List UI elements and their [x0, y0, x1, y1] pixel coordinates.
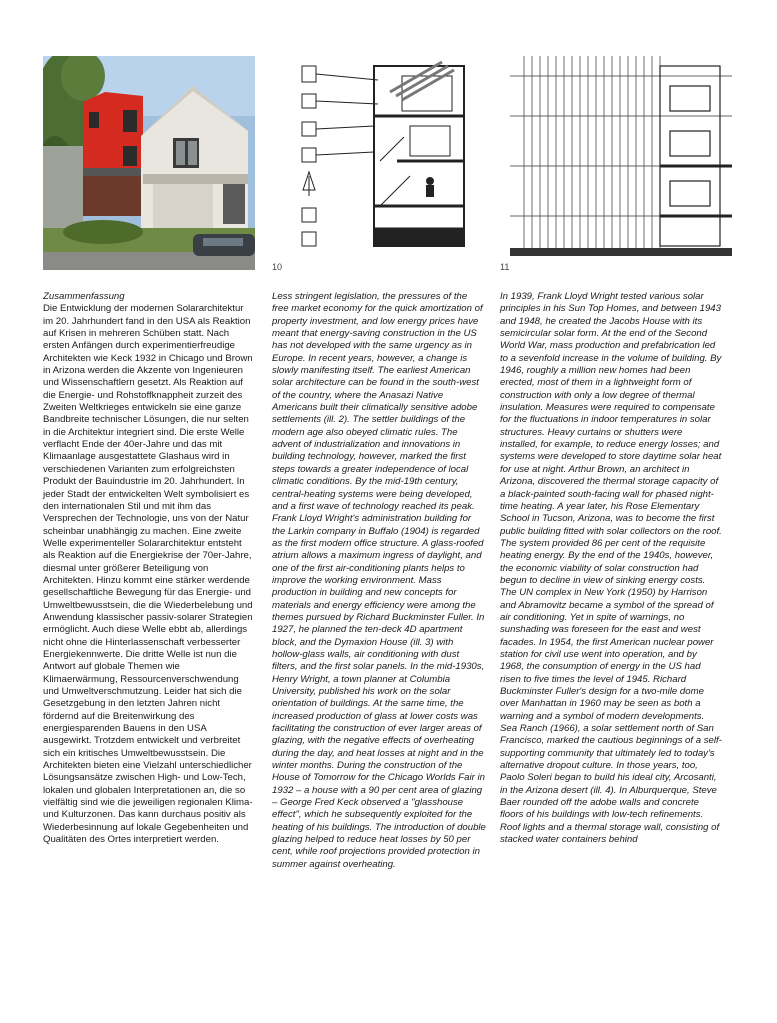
column-2-body: Less stringent legislation, the pressures of the free market economy for the quick amortization of property investment, and low energy prices have meant that energy-saving construction in the US has not developed with the same urgency as in Europe. In recent years, however, a change is slowly manifesting itself. The earliest American solar architecture can be found in the south-west of the country, where the Anasazi Native Americans built their climatically sensitive adobe settlements (ill. 2). The settler buildings of the modern age also obeyed climatic rules. The advent of industrialization and innovations in building technology, however, marked the first steps towards a greater independence of local climatic conditions. By the mid-19th century, central-heating systems were being developed, and a first wave of technology reached its peak. Frank Lloyd Wright's administration building for the Larkin company in Buffalo (1904) is regarded as the first modern office structure. A glass-roofed atrium allows a maximum ingress of daylight, and one of the first air-conditioning plants helps to improve the working environment. Mass production in building and new concepts for materials and energy efficiency were among the themes pursued by Richard Buckminster Fuller. In 1927, he planned the ten-deck 4D apartment block, and the Dymaxion House (ill. 3) with hollow-glass walls, air conditioning with dust filters, and the first solar panels. In the mid-1930s, Henry Wright, a town planner at Columbia University, published his work on the solar orientation of buildings. At the same time, the increased production of glass at lower costs was facilitating the construction of ever larger areas of glazing, with the negative effects of overheating during the day, and heat losses at night and in the winter months. During the construction of the House of Tomorrow for the Chicago Worlds Fair in 1932 – a house with a 90 per cent area of glazing – George Fred Keck observed a "glasshouse effect", which he subsequently exploited for the heating of his buildings. The introduction of double glazing helped to reduce heat losses by 50 per cent, while roof projections provided protection in summer against overheating. [272, 291, 486, 870]
section-drawing-figure [282, 56, 492, 256]
figure-10-number: 10 [272, 262, 283, 272]
column-3-body: In 1939, Frank Lloyd Wright tested various solar principles in his Sun Top Homes, and between 1943 and 1948, he created the Jacobs House with its semicircular solar form. At the end of the Second World War, mass production and prefabrication led to a sevenfold increase in the volume of building. By 1946, roughly a million new homes had been erected, most of them in a lightweight form of construction with only a low degree of thermal insulation. Measures were required to compensate for the fluctuations in indoor temperatures in solar structures. Heavy curtains or shutters were installed, for example, to reduce energy losses; and systems were developed to store daytime solar heat for use at night. Arthur Brown, an architect in Arizona, discovered the thermal storage capacity of a black-painted south-facing wall for phased night-time heating. A year later, his Rose Elementary School in Tucson, Arizona, was to become the first public building fitted with solar collectors on the roof. The system provided 86 per cent of the requisite heating energy. By the end of the 1940s, however, the economic viability of solar construction had begun to decline in view of sinking energy costs. The UN complex in New York (1950) by Harrison and Abramovitz became a symbol of the spread of air conditioning. Yet in spite of warnings, no sunshading was foreseen for the east and west facades. In 1954, the first American nuclear power station for civil use went into operation, and by 1968, the consumption of energy in the US had risen to five times the level of 1945. Richard Buckminster Fuller's design for a two-mile dome over Manhattan in 1960 may be seen as both a warning and a symbol of modern developments. Sea Ranch (1966), a solar settlement north of San Francisco, marked the cautious beginnings of a self-supporting community that ultimately led to today's alternative dropout culture. In those years, too, Paolo Soleri began to build his ideal city, Arcosanti, in the Arizona desert (ill. 4). In Alburquerque, Steve Baer rounded off the adobe walls and concrete floors of his buildings with low-tech refinements. Roof lights and a thermal storage wall, consisting of stacked water containers behind [500, 291, 722, 846]
text-column-2 [272, 291, 486, 871]
summary-heading: Zusammenfassung [43, 291, 125, 302]
text-column-1 [43, 291, 256, 846]
text-column-3 [500, 291, 722, 846]
house-photo [43, 56, 255, 270]
facade-drawing-figure [510, 56, 732, 256]
summary-body: Die Entwicklung der modernen Solararchitektur im 20. Jahrhundert fand in den USA als Reaktion auf Krisen in mehreren Schüben statt. Nach ersten Anfängen durch experimentierfreudige Architekten wie Keck 1932 in Chicago und Brown in Arizona werden die Akzente von Ingenieuren und Wissenschaftlern gesetzt. Als Reaktion auf die Energie- und Rohstoffknappheit zurzeit des Zweiten Weltkrieges entwickeln sie eine ganze Bandbreite technischer Lösungen, die nur selten in die Architektur integriert sind. Die erste Welle verflacht Ende der 40er-Jahre und das mit Klimaanlage ausgestattete Glashaus wird in verschiedenen Varianten zum erfolgreichsten Produkt der Bauindustrie im 20. Jahrhundert. In jeder Stadt der entwickelten Welt symbolisiert es den internationalen Stil und mit ihm das Versprechen der Technologie, uns von der Natur scheinbar unabhängig zu machen. Eine zweite Welle experimenteller Solararchitektur entsteht als Reaktion auf die Energiekrise der 70er-Jahre, diesmal unter größerer Beteiligung von Architekten. Hinzu kommt eine stärker werdende gesellschaftliche Bewegung für das Energie- und Umweltbewusstsein, die die Wiederbelebung und Anwendung klassischer passiv-solarer Strategien ermöglicht. Auch diese Welle ebbt ab, allerdings nicht ohne die Hinterlassenschaft verbesserter Energiekennwerte. Die dritte Welle ist nun die Antwort auf globale Themen wie Klimaerwärmung, Ressourcenverschwendung und Umweltverschmutzung. Leider hat sich die Gesetzgebung in den letzten Jahren nicht fördernd auf die Breitenwirkung des energiesparenden Bauens in den USA ausgewirkt. Trotzdem entwickelt und verbreitet sich ein kritisches Umweltbewusstsein. Die Architekten bieten eine Vielzahl unterschiedlicher Lösungsansätze zwischen High- und Low-Tech, lokalen und globalen Interpretationen an, die so vielfältig sind wie die jeweiligen regionalen Klima- und Kulturzonen. Das kann durchaus positiv als Wiederbesinnung auf lokale Gegebenheiten und Qualitäten des Ortes interpretiert werden. [43, 303, 253, 846]
figure-11-number: 11 [500, 262, 510, 272]
